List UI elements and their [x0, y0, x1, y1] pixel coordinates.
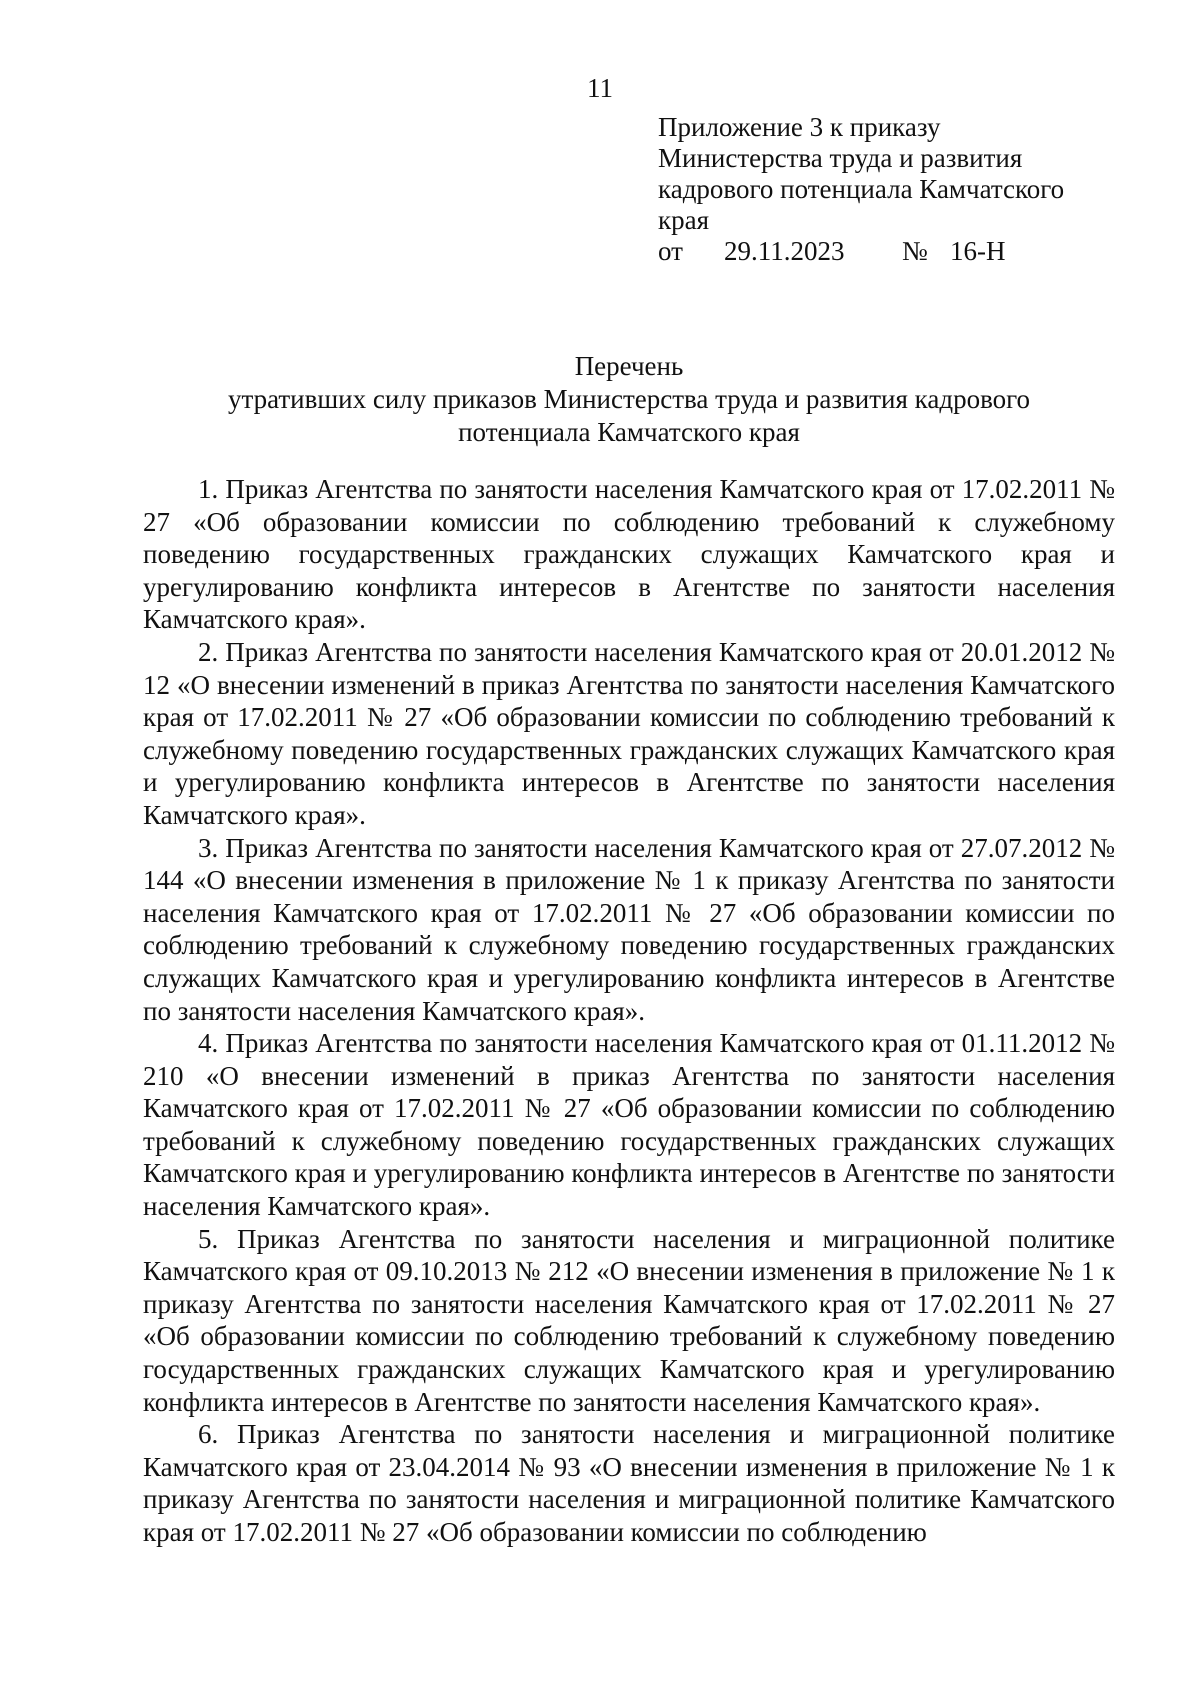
list-item-6: 6. Приказ Агентства по занятости населения и миграционной политике Камчатского края от 23.04.2014 № 93 «О внесении изменения в приложение № 1 к приказу Агентства по занятости населения и миграционной политике Камчатского края от 17.02.2011 № 27 «Об образовании комиссии по соблюдению: [143, 1419, 1115, 1547]
list-item-1: 1. Приказ Агентства по занятости населения Камчатского края от 17.02.2011 № 27 «Об образовании комиссии по соблюдению требований к служебному поведению государственных гражданских служащих Камчатского края и урегулированию конфликта интересов в Агентстве по занятости населения Камчатского края».: [143, 474, 1115, 635]
appendix-line-3: кадрового потенциала Камчатского: [658, 174, 1065, 204]
title-line-2: утративших силу приказов Министерства труда и развития кадрового: [227, 384, 1031, 414]
order-date: 29.11.2023: [724, 236, 845, 266]
appendix-line-4: края: [658, 205, 710, 235]
list-item-4: 4. Приказ Агентства по занятости населения Камчатского края от 01.11.2012 № 210 «О внесении изменений в приказ Агентства по занятости населения Камчатского края от 17.02.2011 № 27 «Об образовании комиссии по соблюдению требований к служебному поведению государственных гражданских служащих Камчатского края и урегулированию конфликта интересов в Агентстве по занятости населения Камчатского края».: [143, 1028, 1115, 1222]
document-title: [140, 350, 1118, 449]
appendix-line-1: Приложение 3 к приказу: [658, 112, 941, 142]
appendix-header: [658, 112, 1118, 267]
title-line-3: потенциала Камчатского края: [458, 417, 800, 447]
order-number: 16-Н: [950, 236, 1006, 266]
document-body: [143, 473, 1115, 1549]
title-line-1: Перечень: [574, 351, 684, 381]
list-item-3: 3. Приказ Агентства по занятости населения Камчатского края от 27.07.2012 № 144 «О внесении изменения в приложение № 1 к приказу Агентства по занятости населения Камчатского края от 17.02.2011 № 27 «Об образовании комиссии по соблюдению требований к служебному поведению государственных гражданских служащих Камчатского края и урегулированию конфликта интересов в Агентстве по занятости населения Камчатского края».: [143, 832, 1115, 1026]
order-from-label: от: [658, 236, 683, 266]
list-item-5: 5. Приказ Агентства по занятости населения и миграционной политике Камчатского края от 09.10.2013 № 212 «О внесении изменения в приложение № 1 к приказу Агентства по занятости населения Камчатского края от 17.02.2011 № 27 «Об образовании комиссии по соблюдению требований к служебному поведению государственных гражданских служащих Камчатского края и урегулированию конфликта интересов в Агентстве по занятости населения Камчатского края».: [143, 1223, 1115, 1417]
order-number-sign: №: [902, 236, 928, 266]
order-date-number: [658, 236, 1118, 267]
appendix-line-2: Министерства труда и развития: [658, 143, 1023, 173]
page-number: 11: [587, 73, 613, 103]
list-item-2: 2. Приказ Агентства по занятости населения Камчатского края от 20.01.2012 № 12 «О внесении изменений в приказ Агентства по занятости населения Камчатского края от 17.02.2011 № 27 «Об образовании комиссии по соблюдению требований к служебному поведению государственных гражданских служащих Камчатского края и урегулированию конфликта интересов в Агентстве по занятости населения Камчатского края».: [143, 636, 1115, 830]
